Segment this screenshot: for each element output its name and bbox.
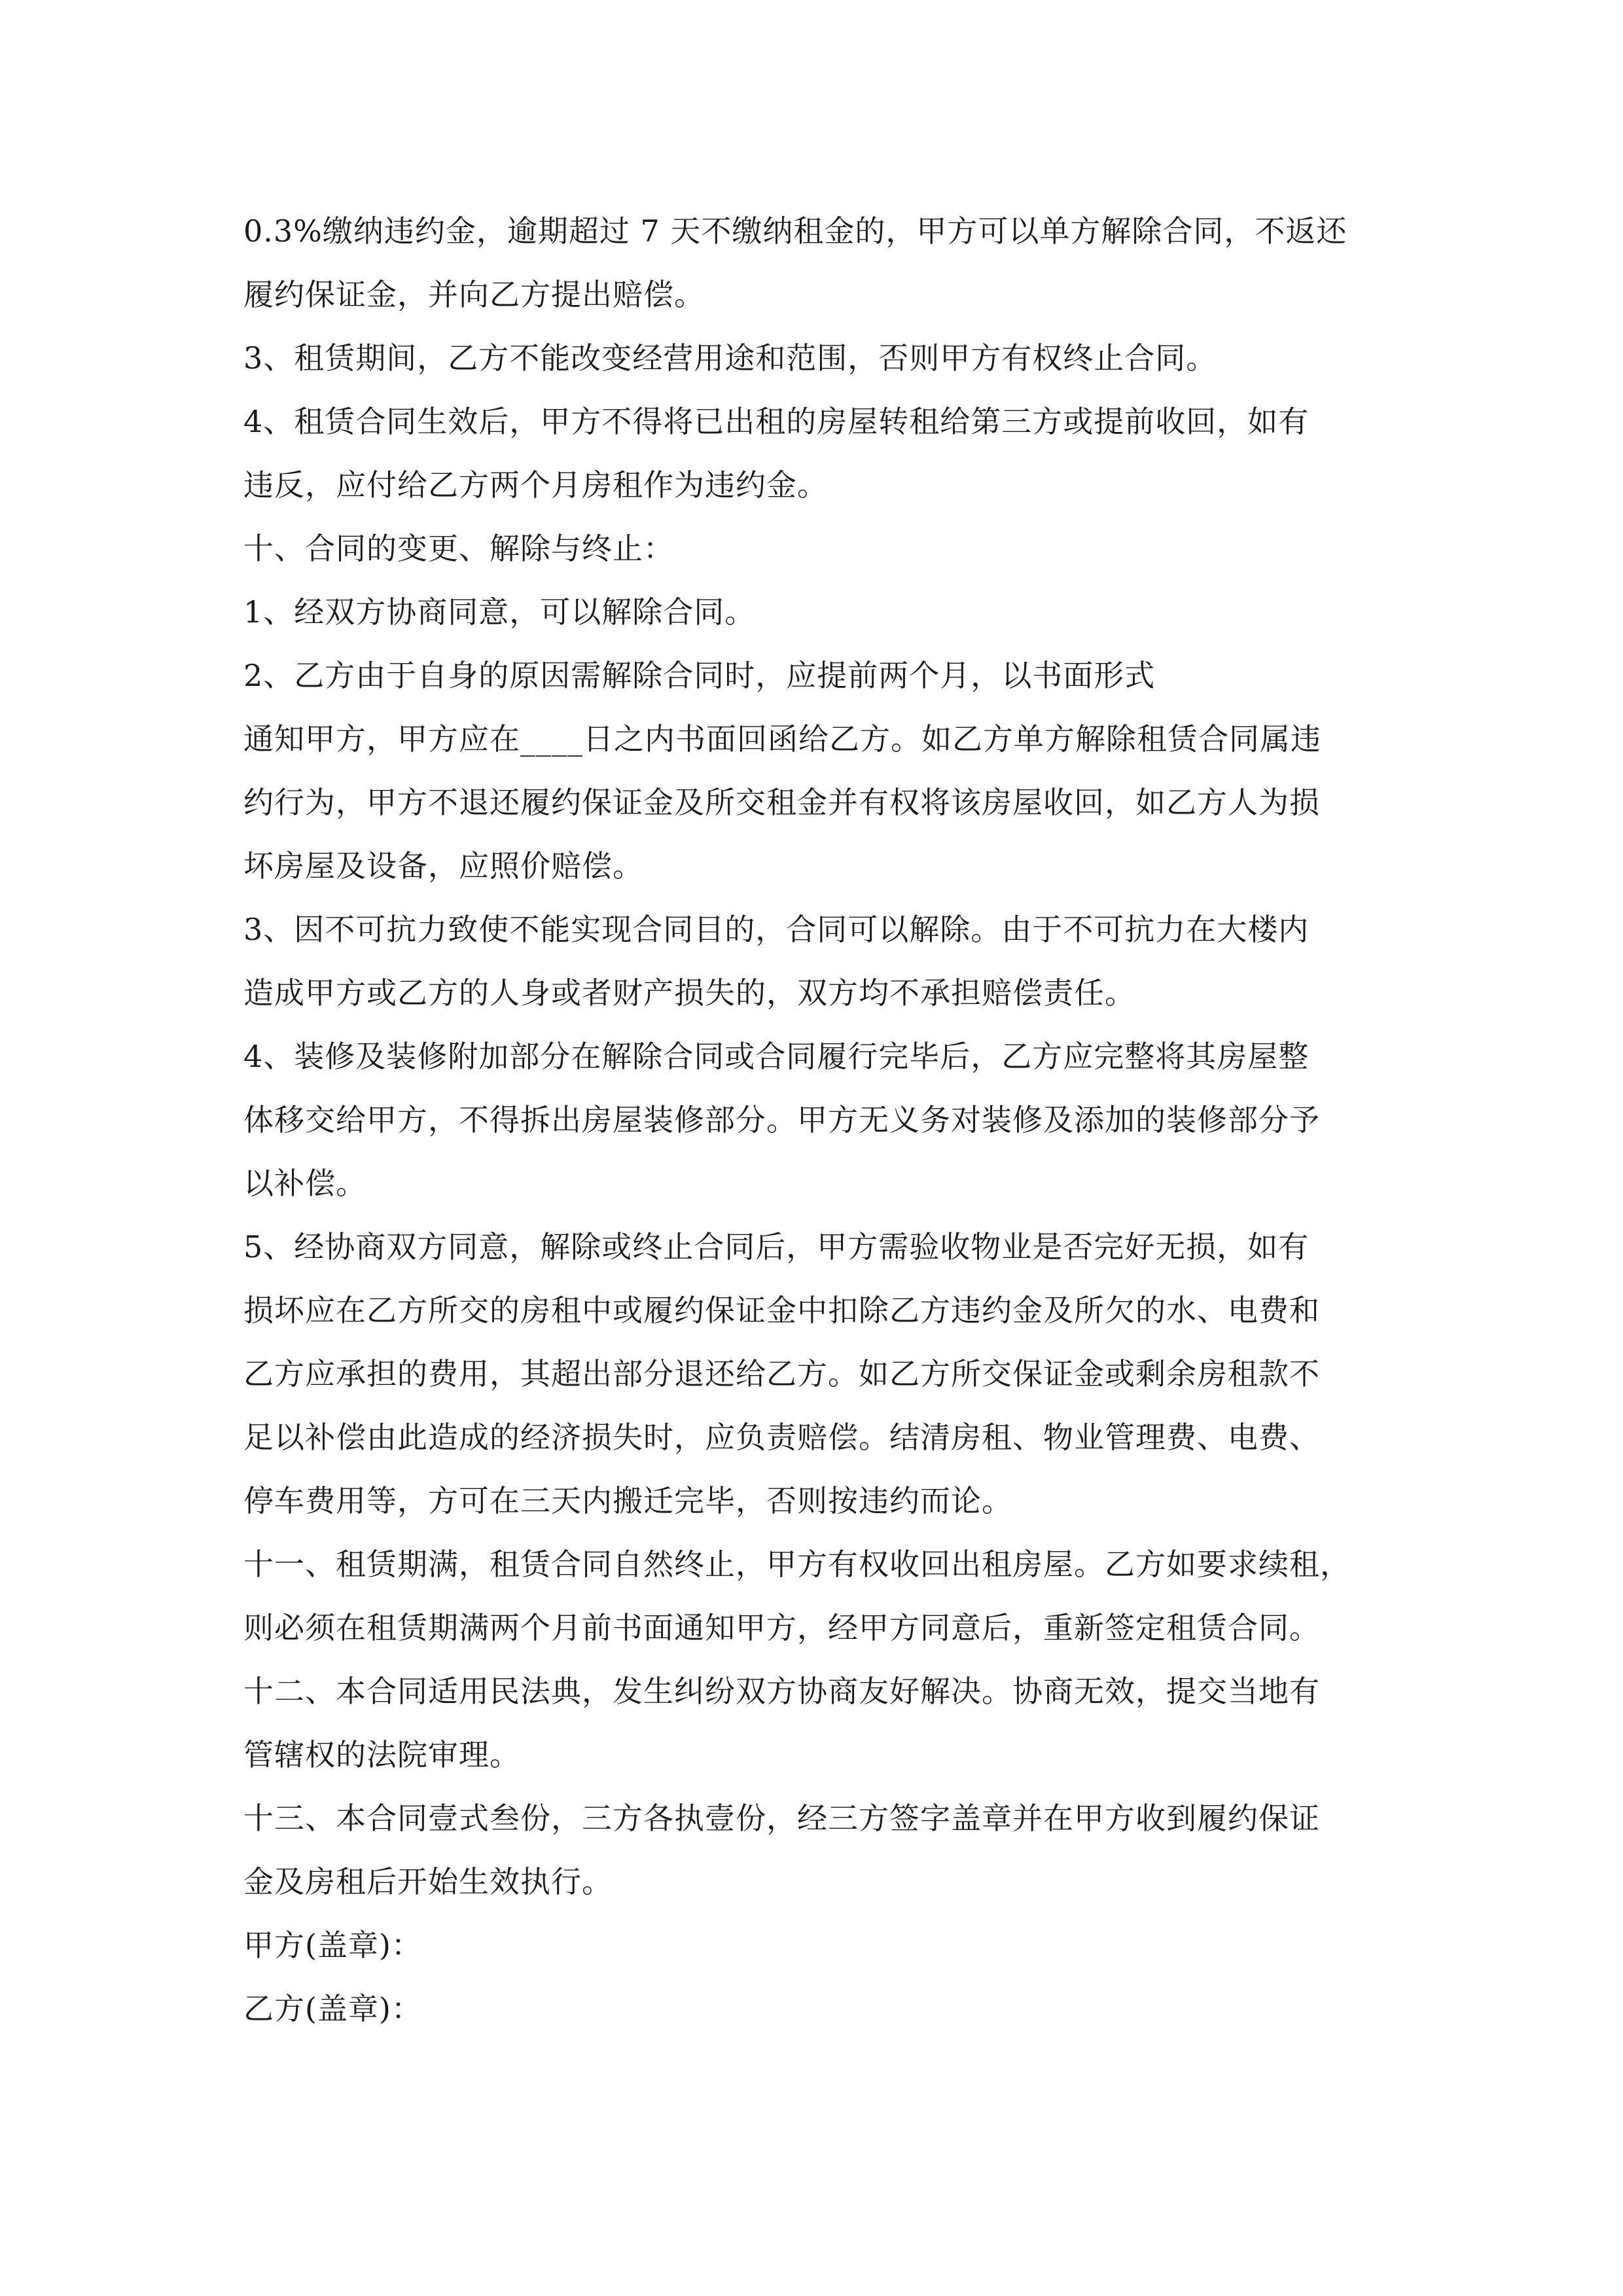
paragraph-10-5 (243, 1215, 1382, 1533)
text-line: 0.3%缴纳违约金，逾期超过 7 天不缴纳租金的，甲方可以单方解除合同，不返还 (243, 213, 1347, 249)
text-line: 通知甲方，甲方应在____日之内书面回函给乙方。如乙方单方解除租赁合同属违 (243, 721, 1321, 757)
text-line: 2、乙方由于自身的原因需解除合同时，应提前两个月，以书面形式 (243, 658, 1156, 693)
paragraph-10-2-continued (243, 708, 1382, 898)
text-line: 履约保证金，并向乙方提出赔偿。 (243, 277, 705, 312)
paragraph-10-2 (243, 644, 1382, 708)
text-line: 造成甲方或乙方的人身或者财产损失的，双方均不承担赔偿责任。 (243, 975, 1135, 1011)
text-line: 管辖权的法院审理。 (243, 1737, 520, 1772)
party-b-signature: 乙方(盖章)： (243, 1991, 422, 2026)
paragraph-clause-3 (243, 327, 1382, 390)
text-line: 十、合同的变更、解除与终止： (243, 531, 674, 566)
text-line: 以补偿。 (243, 1166, 366, 1201)
text-line: 5、经协商双方同意，解除或终止合同后，甲方需验收物业是否完好无损，如有 (243, 1229, 1310, 1265)
text-line: 十一、租赁期满，租赁合同自然终止，甲方有权收回出租房屋。乙方如要求续租， (243, 1547, 1351, 1582)
section-12 (243, 1660, 1382, 1787)
text-line: 乙方应承担的费用，其超出部分退还给乙方。如乙方所交保证金或剩余房租款不 (243, 1356, 1320, 1391)
text-line: 十二、本合同适用民法典，发生纠纷双方协商友好解决。协商无效，提交当地有 (243, 1674, 1320, 1709)
text-line: 3、租赁期间，乙方不能改变经营用途和范围，否则甲方有权终止合同。 (243, 340, 1217, 376)
text-line: 4、租赁合同生效后，甲方不得将已出租的房屋转租给第三方或提前收回，如有 (243, 404, 1310, 439)
text-line: 十三、本合同壹式叁份，三方各执壹份，经三方签字盖章并在甲方收到履约保证 (243, 1801, 1320, 1836)
paragraph-10-3 (243, 898, 1382, 1025)
text-line: 1、经双方协商同意，可以解除合同。 (243, 594, 756, 630)
party-a-signature: 甲方(盖章)： (243, 1928, 422, 1963)
paragraph-10-4 (243, 1025, 1382, 1215)
paragraph-10-1 (243, 581, 1382, 644)
paragraph-late-payment (243, 200, 1382, 327)
text-line: 3、因不可抗力致使不能实现合同目的，合同可以解除。由于不可抗力在大楼内 (243, 912, 1310, 947)
text-line: 违反，应付给乙方两个月房租作为违约金。 (243, 467, 828, 503)
text-line: 4、装修及装修附加部分在解除合同或合同履行完毕后，乙方应完整将其房屋整 (243, 1039, 1310, 1074)
text-line: 约行为，甲方不退还履约保证金及所交租金并有权将该房屋收回，如乙方人为损 (243, 785, 1320, 820)
document-body (243, 200, 1382, 2041)
text-line: 坏房屋及设备，应照价赔偿。 (243, 848, 643, 884)
text-line: 损坏应在乙方所交的房租中或履约保证金中扣除乙方违约金及所欠的水、电费和 (243, 1293, 1320, 1328)
section-heading-10 (243, 517, 1382, 581)
text-line: 则必须在租赁期满两个月前书面通知甲方，经甲方同意后，重新签定租赁合同。 (243, 1610, 1320, 1645)
text-line: 停车费用等，方可在三天内搬迁完毕，否则按违约而论。 (243, 1483, 1012, 1518)
paragraph-clause-4 (243, 390, 1382, 517)
section-13 (243, 1787, 1382, 1914)
section-11 (243, 1533, 1382, 1660)
text-line: 体移交给甲方，不得拆出房屋装修部分。甲方无义务对装修及添加的装修部分予 (243, 1102, 1320, 1138)
text-line: 足以补偿由此造成的经济损失时，应负责赔偿。结清房租、物业管理费、电费、 (243, 1420, 1320, 1455)
text-line: 金及房租后开始生效执行。 (243, 1864, 613, 1899)
